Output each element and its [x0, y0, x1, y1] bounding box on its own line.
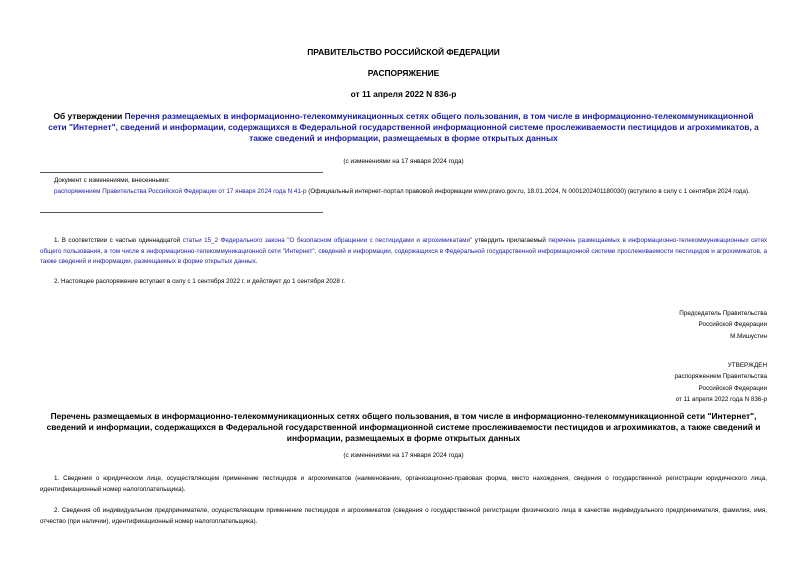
- approval-by: распоряжением Правительства: [674, 373, 767, 381]
- changes-body: [40, 186, 767, 197]
- approval-date: от 11 апреля 2022 года N 836-р: [675, 396, 767, 404]
- list-title: Перечень размещаемых в информационно-телекоммуникационных сетях общего пользования, в том числе в информационно-телекоммуникационной сети "Интернет", сведений и информации, содержащихся в Федеральной государственной информационной системе прослеживаемости пестицидов и агрохимикатов, а также сведений и информации, размещаемых в форме открытых данных: [46, 411, 761, 443]
- paragraph-1-text-a: 1. В соответствии с частью одиннадцатой: [54, 237, 183, 244]
- approval-block: [675, 360, 767, 406]
- list-changes-note: (с изменениями на 17 января 2024 года): [343, 452, 464, 459]
- document-changes-note: [40, 175, 767, 197]
- document-title: [48, 111, 759, 145]
- title-prefix: Об утверждении: [53, 111, 125, 121]
- signature-position: Председатель Правительства: [679, 310, 767, 317]
- paragraph-1-text-b: утвердить прилагаемый: [472, 237, 549, 244]
- signature-name: М.Мишустин: [730, 332, 767, 340]
- paragraph-2: 2. Настоящее распоряжение вступает в силу с 1 сентября 2022 г. и действует до 1 сентября 2028 г.: [54, 278, 345, 285]
- approval-label: УТВЕРЖДЕН: [727, 362, 767, 369]
- doc-type-heading: РАСПОРЯЖЕНИЕ: [367, 68, 440, 78]
- list-item: 2. Сведения об индивидуальном предпринимателе, осуществляющем применение пестицидов и агрохимикатов (сведения о государственной регистрации физического лица в качестве индивидуального предпринимателя, фамилия, имя, отчество (при наличии), идентификационный номер налогоплательщика).: [40, 507, 767, 525]
- government-heading: ПРАВИТЕЛЬСТВО РОССИЙСКОЙ ФЕДЕРАЦИИ: [307, 47, 500, 57]
- divider-bottom: [40, 212, 323, 213]
- approval-org: Российской Федерации: [698, 384, 767, 392]
- amendment-details: (Официальный интернет-портал правовой информации www.pravo.gov.ru, 18.01.2024, N 0001202401180030) (вступило в силу с 1 сентября 2024 года).: [306, 188, 750, 195]
- list-link[interactable]: перечень размещаемых в информационно-телекоммуникационных сетях общего пользования, в том числе в информационно-телекоммуникационной сети "Интернет", сведений и информации, содержащихся в Федеральной государственной информационной системе прослеживаемости пестицидов и агрохимикатов, а также сведений и информации, размещаемых в форме открытых данных: [40, 237, 768, 266]
- divider-top: [40, 172, 323, 173]
- signature-org: Российской Федерации: [698, 321, 767, 329]
- paragraph-1: [40, 236, 767, 268]
- list-item: 1. Сведения о юридическом лице, осуществляющем применение пестицидов и агрохимикатов (наименование, организационно-правовая форма, место нахождения, сведения о государственной регистрации юридического лица, идентификационный номер налогоплательщика).: [40, 475, 767, 493]
- law-article-link[interactable]: статьи 15_2 Федерального закона "О безопасном обращении с пестицидами и агрохимикатами": [182, 237, 473, 244]
- paragraph-1-text-c: .: [255, 258, 258, 266]
- changes-note: (с изменениями на 17 января 2024 года): [343, 158, 464, 165]
- signature-block: [679, 308, 767, 342]
- amendment-link[interactable]: распоряжением Правительства Российской Федерации от 17 января 2024 года N 41-р: [54, 188, 307, 195]
- changes-heading: Документ с изменениями, внесенными:: [54, 177, 170, 184]
- doc-date-heading: от 11 апреля 2022 N 836-р: [350, 89, 457, 99]
- title-link[interactable]: Перечня размещаемых в информационно-телекоммуникационных сетях общего пользования, в том числе в информационно-телекоммуникационной сети "Интернет", сведений и информации, содержащихся в Федеральной государственной информационной системе прослеживаемости пестицидов и агрохимикатов, а также сведений и информации, размещаемых в форме открытых данных: [48, 111, 759, 144]
